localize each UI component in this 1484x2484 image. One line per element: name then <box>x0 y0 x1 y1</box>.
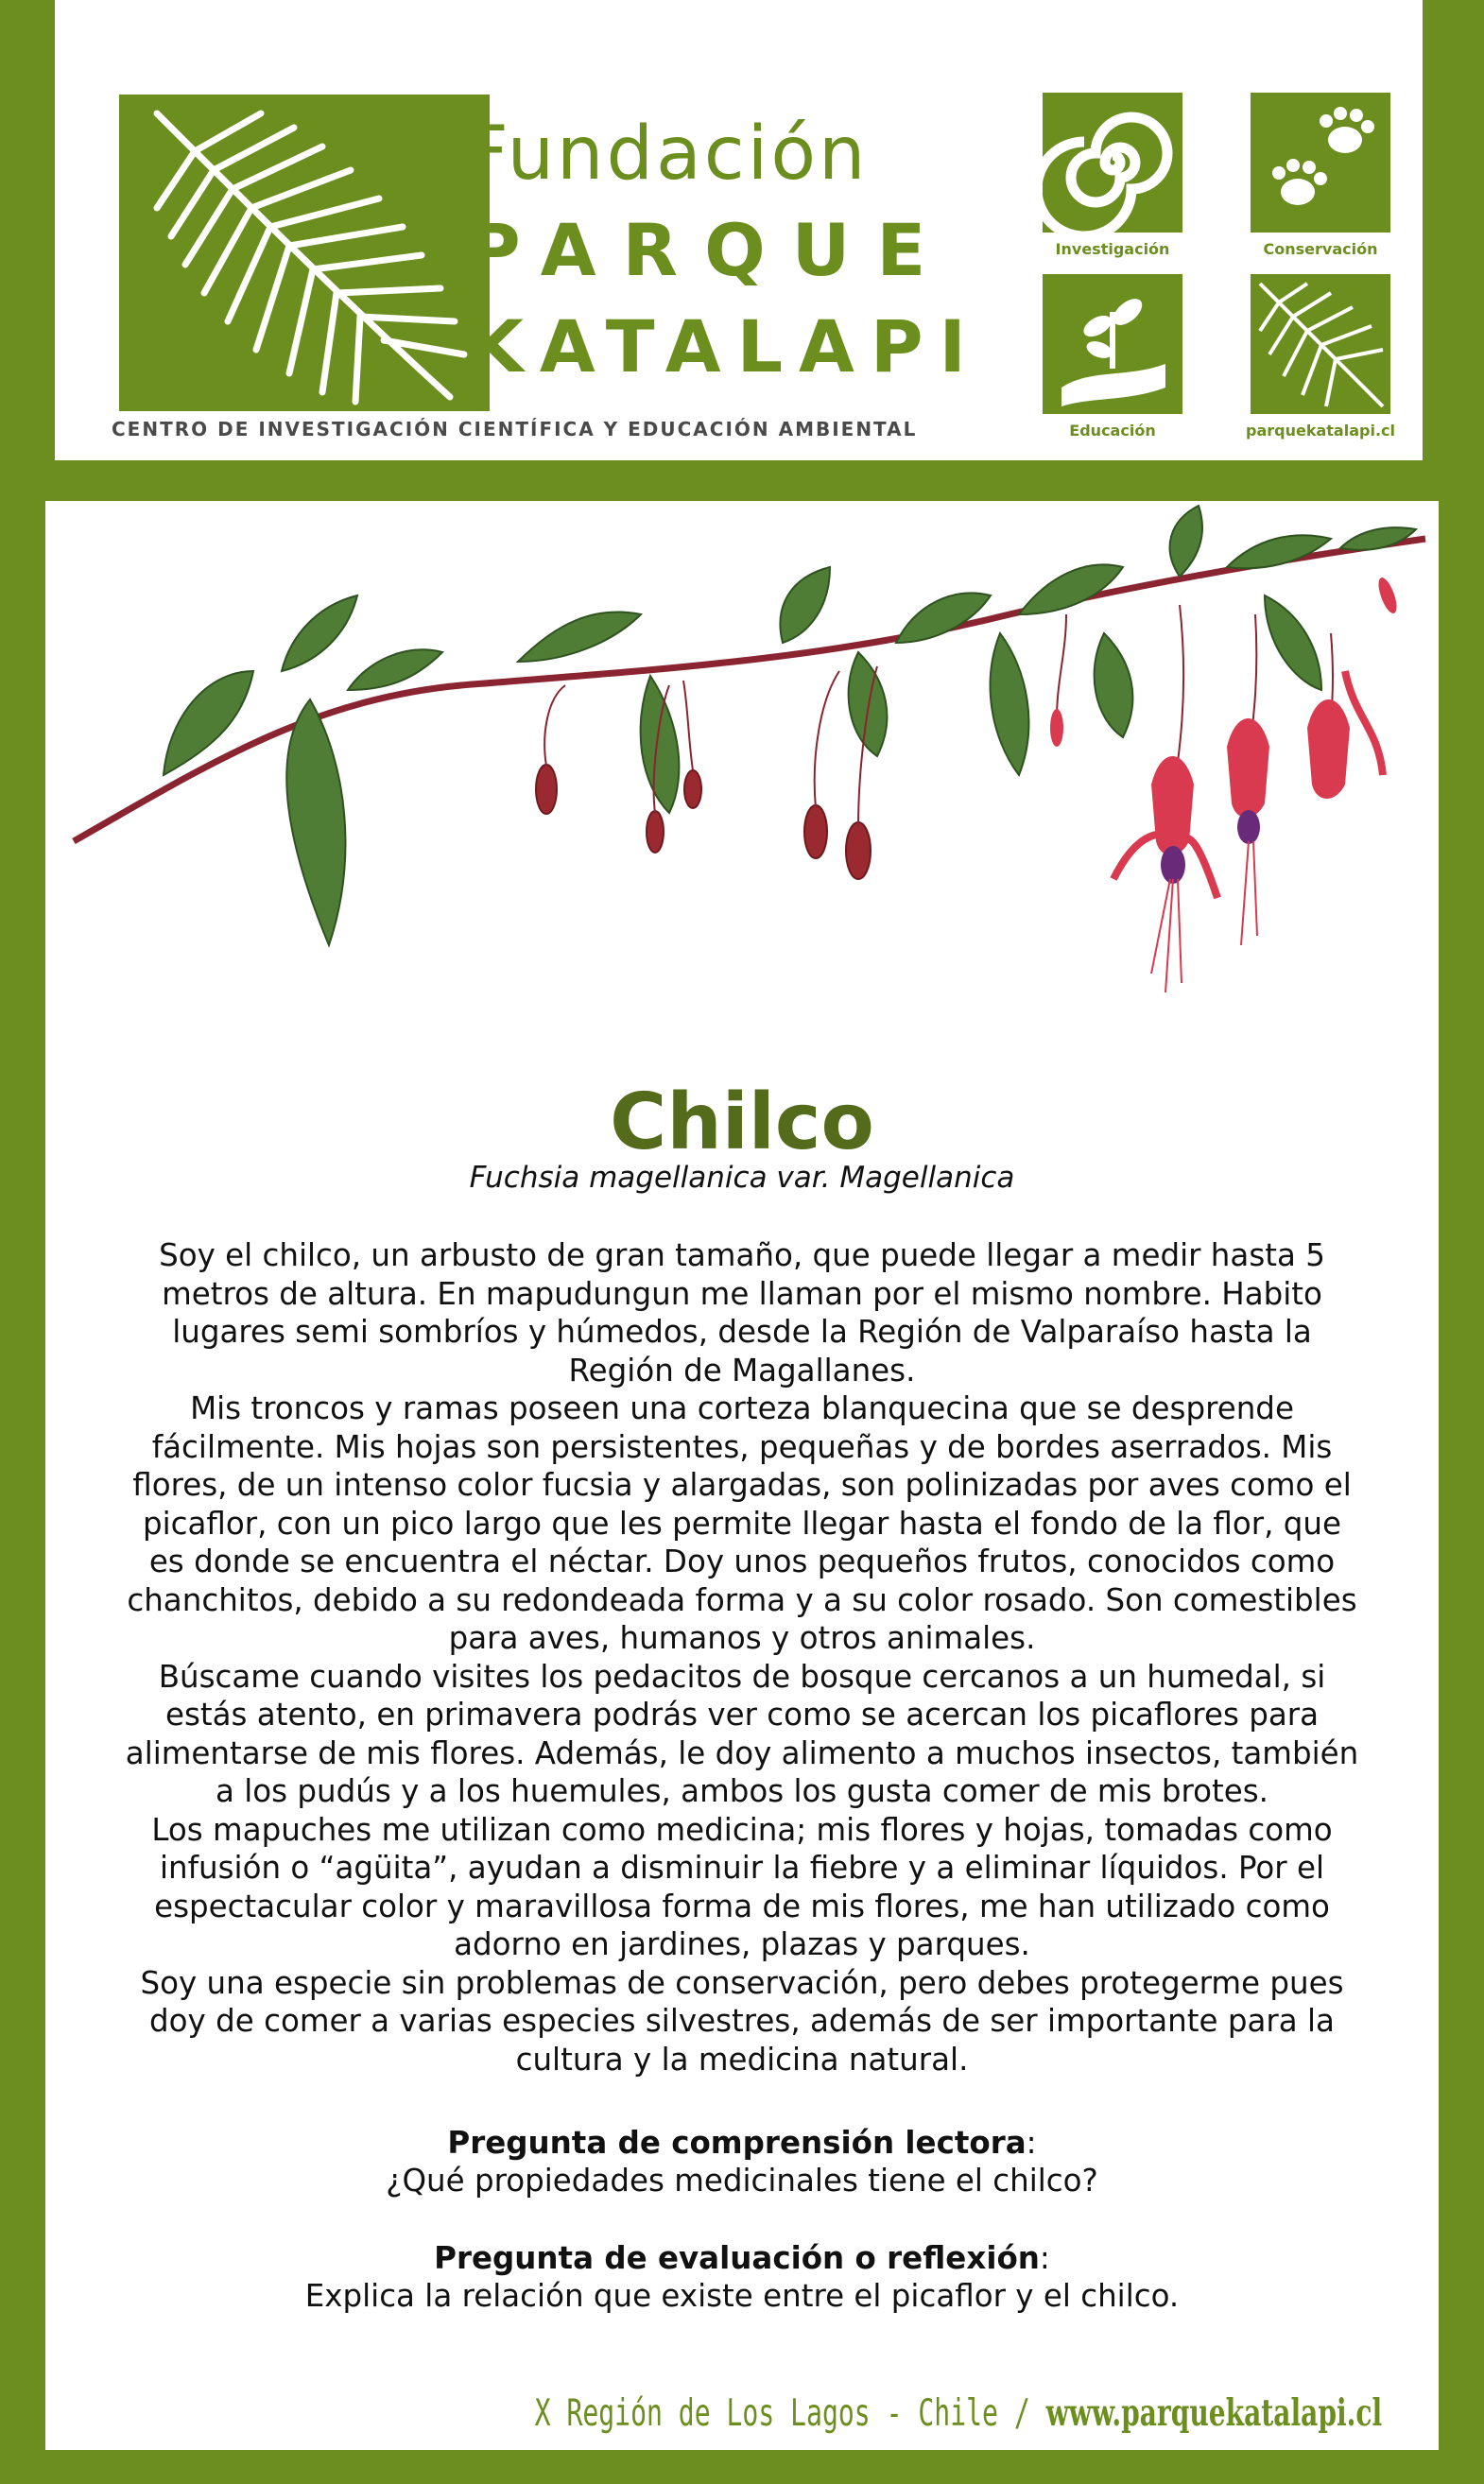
badge-label-conservacion: Conservación <box>1263 240 1378 258</box>
question-reflection-text: Explica la relación que existe entre el picaflor y el chilco. <box>304 2278 1180 2314</box>
fern-logo-icon <box>119 95 490 411</box>
chilco-branch-illustration <box>64 501 1435 1087</box>
species-scientific-name: Fuchsia magellanica var. Magellanica <box>469 1161 1015 1195</box>
badge-label-website: parquekatalapi.cl <box>1246 422 1395 440</box>
question-comprehension-label: Pregunta de comprensión lectora <box>447 2125 1027 2161</box>
description-paragraph-ecology: Búscame cuando visites los pedacitos de bosque cercanos a un humedal, si estás atento, en primavera podrás ver como se acercan los picaflores para alimentarse de mis flores. Además, le doy alimento a muchos insectos, también a los pudús y a los huemules, ambos los gusta comer de mis brotes. <box>125 1658 1359 1809</box>
header-banner <box>55 0 1423 460</box>
question-reflection-label: Pregunta de evaluación o reflexión <box>434 2240 1040 2276</box>
description-paragraph-uses: Los mapuches me utilizan como medicina; mis flores y hojas, tomadas como infusión o “agüita”, ayudan a disminuir la fiebre y a eliminar líquidos. Por el espectacular color y maravillosa forma de mis flores, me han utilizado como adorno en jardines, plazas y parques. <box>151 1811 1333 1962</box>
question-comprehension-text: ¿Qué propiedades medicinales tiene el chilco? <box>386 2163 1098 2199</box>
badge-label-educacion: Educación <box>1069 422 1156 440</box>
species-description <box>123 1236 1361 2079</box>
fern-icon <box>1251 274 1390 414</box>
species-common-name: Chilco <box>610 1078 874 1167</box>
foundation-title-line1: Fundación <box>466 112 869 197</box>
badge-label-investigacion: Investigación <box>1055 240 1170 258</box>
foundation-tagline: CENTRO DE INVESTIGACIÓN CIENTÍFICA Y EDUCACIÓN AMBIENTAL <box>112 418 918 440</box>
description-paragraph-morphology: Mis troncos y ramas poseen una corteza blanquecina que se desprende fácilmente. Mis hojas son persistentes, pequeñas y de bordes aserrados. Mis flores, de un intenso color fucsia y alargadas, son polinizadas por aves como el picaflor, con un pico largo que les permite llegar hasta el fondo de la flor, que es donde se encuentra el néctar. Doy unos pequeños frutos, conocidos como chanchitos, debido a su redondeada forma y a su color rosado. Son comestibles para aves, humanos y otros animales. <box>127 1390 1357 1656</box>
foundation-title-line3: KATALAPI <box>468 304 982 388</box>
question-comprehension: Pregunta de comprensión lectora: ¿Qué propiedades medicinales tiene el chilco? <box>386 2125 1098 2199</box>
description-paragraph-conservation: Soy una especie sin problemas de conservación, pero debes protegerme pues doy de comer a varias especies silvestres, además de ser importante para la cultura y la medicina natural. <box>140 1964 1344 2078</box>
foundation-title-line2: PARQUE <box>468 208 953 292</box>
footer-website-link[interactable]: www.parquekatalapi.cl <box>1045 2391 1382 2435</box>
description-paragraph-habitat: Soy el chilco, un arbusto de gran tamaño, que puede llegar a medir hasta 5 metros de altura. En mapudungun me llaman por el mismo nombre. Habito lugares semi sombríos y húmedos, desde la Región de Valparaíso hasta la Región de Magallanes. <box>159 1237 1325 1389</box>
footer-credit <box>534 2391 1382 2435</box>
question-reflection: Pregunta de evaluación o reflexión: Explica la relación que existe entre el picaflor y el chilco. <box>304 2240 1180 2314</box>
spiral-icon <box>1043 93 1182 233</box>
hand-plant-icon <box>1043 274 1182 414</box>
paw-prints-icon <box>1251 93 1390 233</box>
footer-region: X Región de Los Lagos - Chile / <box>534 2392 1030 2435</box>
